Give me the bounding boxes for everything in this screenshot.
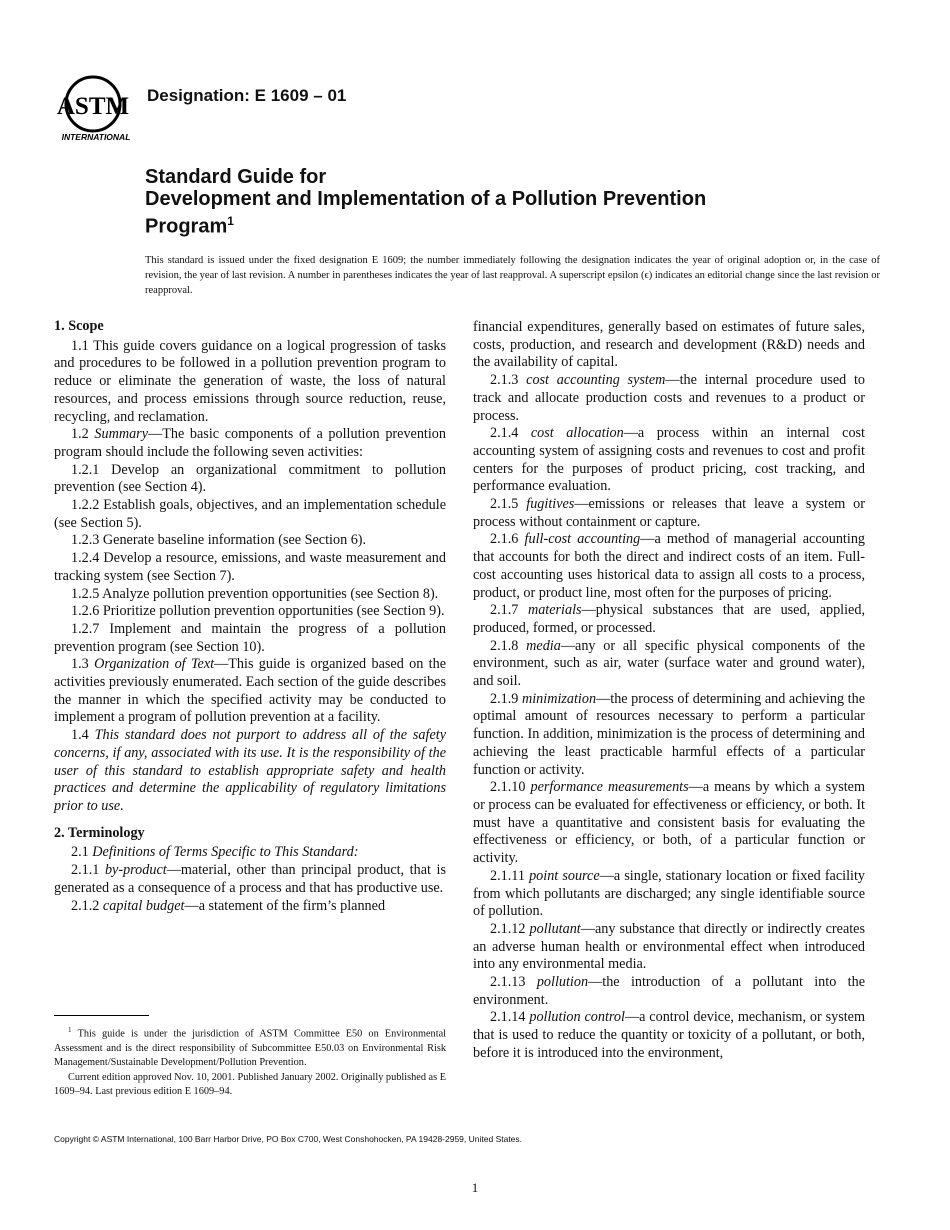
title-line-3: Program$^1$ (145, 214, 234, 238)
definition: 2.1.2 capital budget—a statement of the firm’s planned (71, 897, 386, 914)
definition: 2.1.11 point source—a single, stationary location or fixed facility from which pollutants are discharged; any single identifiable source of pollution. (473, 867, 866, 920)
issuance-notice: This standard is issued under the fixed designation E 1609; the number immediately following the designation indicates the year of original adoption or, in the case of revision, the year of last revision. A number in parentheses indicates the year of last reapproval. A superscript epsilon (ϵ) indicates an editorial change since the last revision or reapproval. (145, 255, 880, 296)
section-heading-scope: 1. Scope (54, 318, 104, 334)
para-2-1: 2.1 Definitions of Terms Specific to This Standard: (71, 844, 359, 861)
list-item: 1.2.2 Establish goals, objectives, and an implementation schedule (see Section 5). (54, 497, 446, 531)
definition: 2.1.12 pollutant—any substance that directly or indirectly creates an adverse human health or environmental effect when introduced into any environmental media. (473, 920, 866, 973)
para-1-4: 1.4 This standard does not purport to address all of the safety concerns, if any, associated with its use. It is the responsibility of the user of this standard to establish appropriate safety and health practices and determine the applicability of regulatory limitations prior to use. (54, 727, 447, 814)
left-column (54, 318, 446, 915)
definition: 2.1.13 pollution—the introduction of a pollutant into the environment. (473, 974, 865, 1008)
list-item: 1.2.4 Develop a resource, emissions, and waste measurement and tracking system (see Section 7). (54, 550, 446, 584)
definition: 2.1.6 full-cost accounting—a method of managerial accounting that accounts for both the direct and indirect costs of an item. Full-cost accounting uses historical data to assign all costs to a process, product, or product line, most often for the purposes of pricing. (473, 531, 866, 601)
page-number: 1 (471, 1180, 479, 1195)
definition: 2.1.9 minimization—the process of determining and achieving the optimal amount of resources necessary to perform a particular function. In addition, minimization is the process of determining and achieving the least practicable harmful effects of a particular function or activity. (473, 690, 865, 778)
definition: 2.1.7 materials—physical substances that are used, applied, produced, formed, or processed. (473, 602, 865, 636)
footnotes (54, 1023, 446, 1100)
section-heading-terminology: 2. Terminology (54, 824, 145, 841)
definition-continuation: financial expenditures, generally based on estimates of future sales, costs, production, and research and development (R&D) needs and the availability of capital. (473, 319, 865, 371)
footnote-2: Current edition approved Nov. 10, 2001. Published January 2002. Originally published as E 1609–94. Last previous edition E 1609–94. (54, 1071, 446, 1098)
footnote-divider (54, 1015, 149, 1016)
designation: Designation: E 1609 – 01 (147, 86, 347, 105)
definition: 2.1.8 media—any or all specific physical components of the environment, such as air, water (surface water and ground water), and soil. (473, 637, 866, 690)
para-1-1: 1.1 This guide covers guidance on a logical progression of tasks and procedures to be followed in a pollution prevention program to reduce or eliminate the generation of waste, the loss of natural resources, and process emissions through source reduction, reuse, recycling, and reclamation. (54, 337, 446, 425)
list-item: 1.2.7 Implement and maintain the progress of a pollution prevention program (see Section 10). (54, 620, 446, 655)
definition: 2.1.1 by-product—material, other than principal product, that is generated as a consequence of a process and that has productive use. (54, 862, 446, 896)
copyright-notice: Copyright © ASTM International, 100 Barr Harbor Drive, PO Box C700, West Conshohocken, PA 19428-2959, United States. (54, 1134, 523, 1144)
list-item: 1.2.1 Develop an organizational commitment to pollution prevention (see Section 4). (54, 461, 446, 496)
right-column (473, 319, 865, 1063)
logo-text: ASTM (56, 93, 130, 120)
definition: 2.1.14 pollution control—a control device, mechanism, or system that is used to reduce the quantity or toxicity of a pollutant, or both, before it is introduced into the environment, (473, 1009, 865, 1061)
astm-logo (56, 74, 136, 146)
definition: 2.1.3 cost accounting system—the internal procedure used to track and allocate production costs and revenues to a product or process. (473, 372, 866, 424)
definition: 2.1.10 performance measurements—a means by which a system or process can be evaluated for effectiveness or efficiency, or both. It must have a quantitative and consistent basis for evaluating the effectiveness or efficiency, or both, of a particular function or activity. (473, 779, 866, 867)
list-item: 1.2.5 Analyze pollution prevention opportunities (see Section 8). (71, 585, 439, 602)
definition: 2.1.5 fugitives—emissions or releases that leave a system or process without containment or capture. (473, 496, 865, 530)
list-item: 1.2.6 Prioritize pollution prevention opportunities (see Section 9). (71, 603, 445, 620)
document-title (145, 166, 865, 238)
title-footnote-mark: 1 (227, 214, 234, 228)
title-line-1: Standard Guide for (145, 166, 327, 188)
para-1-2: 1.2 Summary—The basic components of a pollution prevention program should include the following seven activities: (54, 426, 446, 460)
footnote-1: $^1$ This guide is under the jurisdiction of ASTM Committee E50 on Environmental Assessment and is the direct responsibility of Subcommittee E50.03 on Environmental Risk Management/Sustainable Development/Pollution Prevention. (54, 1026, 446, 1069)
logo-subtext: INTERNATIONAL (61, 132, 131, 142)
para-1-3: 1.3 Organization of Text—This guide is organized based on the activities previously enumerated. Each section of the guide describes the manner in which the specified activity may be conducted to implement a program of pollution prevention at a facility. (54, 656, 446, 726)
title-line-2: Development and Implementation of a Pollution Prevention (145, 188, 707, 210)
list-item: 1.2.3 Generate baseline information (see Section 6). (71, 532, 367, 549)
definition: 2.1.4 cost allocation—a process within an internal cost accounting system of assigning costs and revenues to cost and profit centers for the purposes of product pricing, cost tracking, and performance evaluation. (473, 425, 866, 495)
